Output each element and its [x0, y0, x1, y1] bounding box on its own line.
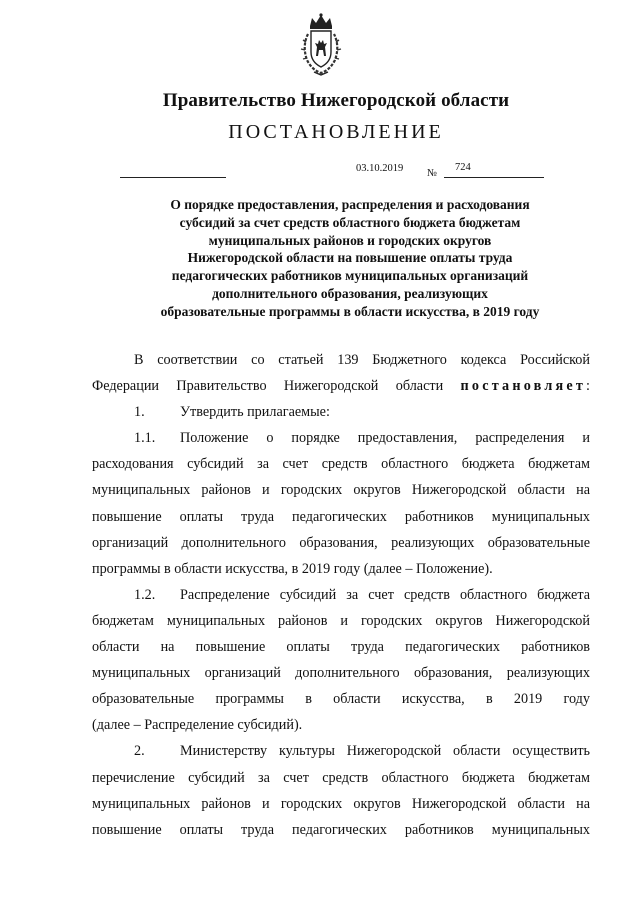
paragraph-line	[92, 373, 590, 399]
paragraph-line: повышение оплаты труда педагогических работников муниципальных	[92, 508, 590, 525]
paragraph-line: (далее – Распределение субсидий).	[92, 717, 303, 734]
paragraph-line: области на повышение оплаты труда педагогических работников	[92, 639, 590, 656]
document-subject	[100, 196, 600, 321]
paragraph-line: повышение оплаты труда педагогических работников муниципальных	[92, 821, 590, 838]
paragraph-line: программы в области искусства, в 2019 году (далее – Положение).	[92, 560, 493, 577]
paragraph-line: В соответствии со статьей 139 Бюджетного кодекса Российской	[134, 352, 590, 368]
item-text: Министерству культуры Нижегородской области осуществить	[180, 743, 590, 760]
paragraph-line: бюджетам муниципальных районов и городских округов Нижегородской	[92, 612, 590, 629]
paragraph-line: расходования субсидий за счет средств областного бюджета бюджетам	[92, 456, 590, 473]
government-name: Правительство Нижегородской области	[162, 90, 510, 111]
document-body	[92, 347, 590, 843]
decree-verb: постановляет	[460, 378, 587, 395]
paragraph-line	[92, 582, 590, 608]
subject-line: муниципальных районов и городских округов	[208, 232, 492, 248]
document-number: 724	[455, 162, 471, 173]
subject-line: Нижегородской области на повышение оплаты труда	[187, 250, 513, 266]
paragraph-line: муниципальных районов и городских округов Нижегородской области на	[92, 795, 590, 812]
item-number: 1.	[134, 404, 145, 421]
document-type: ПОСТАНОВЛЕНИЕ	[228, 121, 444, 143]
subject-line: образовательные программы в области искусства, в 2019 году	[160, 303, 540, 319]
signature-line	[120, 177, 226, 178]
paragraph-line: перечисление субсидий за счет средств областного бюджета бюджетам	[92, 769, 590, 786]
intro-text: Федерации Правительство Нижегородской области	[92, 378, 444, 395]
item-number: 1.1.	[134, 430, 156, 447]
paragraph-line: муниципальных организаций дополнительного образования, реализующих	[92, 665, 590, 682]
item-text: Распределение субсидий за счет средств областного бюджета	[180, 586, 590, 603]
subject-line: субсидий за счет средств областного бюджета бюджетам	[179, 214, 521, 230]
paragraph-line	[92, 425, 590, 451]
intro-colon: :	[586, 378, 590, 395]
paragraph-line: образовательные программы в области искусства, в 2019 году	[92, 691, 590, 708]
coat-of-arms-icon	[298, 12, 344, 76]
number-sign: №	[427, 168, 438, 179]
subject-line: педагогических работников муниципальных организаций	[171, 268, 529, 284]
paragraph-line	[92, 399, 590, 425]
subject-line: О порядке предоставления, распределения и расходования	[170, 197, 530, 212]
item-number: 2.	[134, 743, 145, 760]
paragraph-line: муниципальных районов и городских округов Нижегородской области на	[92, 482, 590, 499]
item-text: Утвердить прилагаемые:	[180, 404, 330, 421]
paragraph-line: организаций дополнительного образования, реализующих образовательные	[92, 534, 590, 551]
item-number: 1.2.	[134, 586, 156, 603]
item-text: Положение о порядке предоставления, распределения и	[180, 430, 590, 447]
paragraph-line	[92, 738, 590, 764]
document-date: 03.10.2019	[356, 163, 404, 174]
number-underline	[444, 177, 544, 178]
subject-line: дополнительного образования, реализующих	[212, 285, 488, 301]
